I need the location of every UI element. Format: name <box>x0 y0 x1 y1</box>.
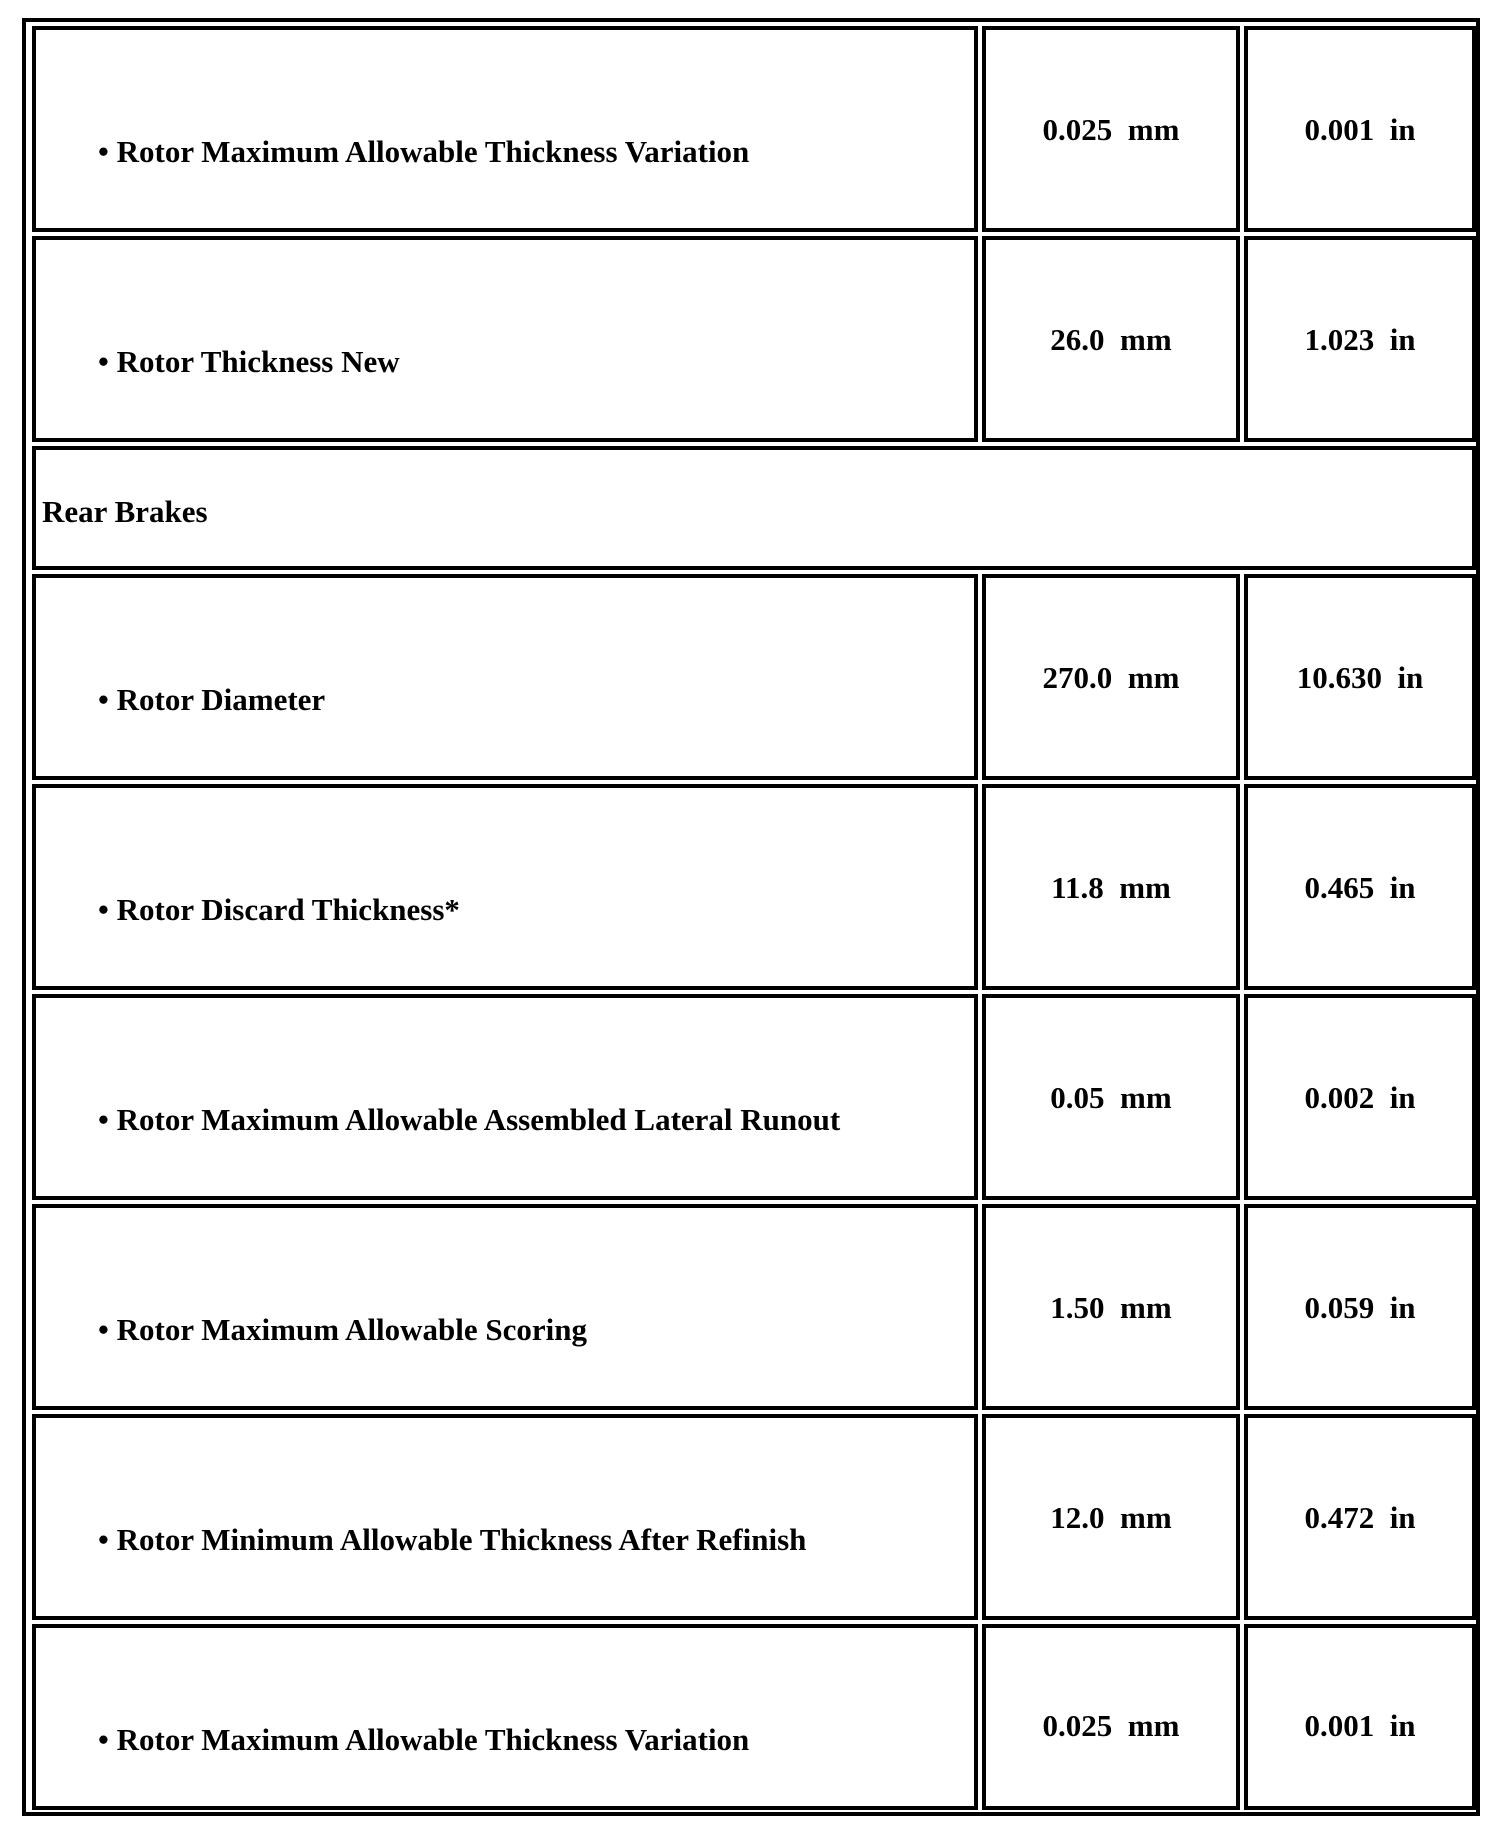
table-row-metric <box>982 784 1240 990</box>
spec-label: • Rotor Maximum Allowable Scoring <box>98 1312 588 1347</box>
table-row-metric <box>982 574 1240 780</box>
metric-value: 26.0 mm <box>1050 322 1172 357</box>
table-row-label <box>32 784 978 990</box>
spec-label: • Rotor Maximum Allowable Assembled Lateral Runout <box>98 1102 841 1137</box>
table-row-label <box>32 1204 978 1410</box>
table-row-metric <box>982 994 1240 1200</box>
table-row-imperial <box>1244 574 1476 780</box>
imperial-value: 0.001 in <box>1304 112 1416 147</box>
table-row-metric <box>982 1624 1240 1810</box>
metric-value: 270.0 mm <box>1042 660 1180 695</box>
imperial-value: 0.001 in <box>1304 1708 1416 1743</box>
table-row-imperial <box>1244 1204 1476 1410</box>
spec-label: • Rotor Maximum Allowable Thickness Variation <box>98 134 750 169</box>
table-row-imperial <box>1244 994 1476 1200</box>
table-row-imperial <box>1244 236 1476 442</box>
metric-value: 1.50 mm <box>1050 1290 1172 1325</box>
metric-value: 0.05 mm <box>1050 1080 1172 1115</box>
spec-label: • Rotor Maximum Allowable Thickness Variation <box>98 1722 750 1757</box>
imperial-value: 10.630 in <box>1296 660 1424 695</box>
table-row-metric <box>982 1204 1240 1410</box>
imperial-value: 0.059 in <box>1304 1290 1416 1325</box>
imperial-value: 0.465 in <box>1304 870 1416 905</box>
section-header-row <box>32 446 1476 570</box>
spec-label: • Rotor Discard Thickness* <box>98 892 460 927</box>
metric-value: 12.0 mm <box>1050 1500 1172 1535</box>
imperial-value: 1.023 in <box>1304 322 1416 357</box>
imperial-value: 0.002 in <box>1304 1080 1416 1115</box>
spec-label: • Rotor Diameter <box>98 682 326 717</box>
table-row-label <box>32 236 978 442</box>
table-row-metric <box>982 236 1240 442</box>
spec-label: • Rotor Thickness New <box>98 344 400 379</box>
metric-value: 0.025 mm <box>1042 112 1180 147</box>
spec-label: • Rotor Minimum Allowable Thickness After Refinish <box>98 1522 807 1557</box>
spec-table <box>22 18 1480 1816</box>
imperial-value: 0.472 in <box>1304 1500 1416 1535</box>
section-title: Rear Brakes <box>42 494 208 529</box>
table-row-imperial <box>1244 1624 1476 1810</box>
table-row-imperial <box>1244 26 1476 232</box>
table-row-metric <box>982 1414 1240 1620</box>
table-row-label <box>32 994 978 1200</box>
metric-value: 11.8 mm <box>1051 870 1171 905</box>
table-row-label <box>32 574 978 780</box>
metric-value: 0.025 mm <box>1042 1708 1180 1743</box>
table-row-label <box>32 1414 978 1620</box>
table-row-label <box>32 26 978 232</box>
table-row-label <box>32 1624 978 1810</box>
table-row-imperial <box>1244 1414 1476 1620</box>
table-row-metric <box>982 26 1240 232</box>
table-row-imperial <box>1244 784 1476 990</box>
